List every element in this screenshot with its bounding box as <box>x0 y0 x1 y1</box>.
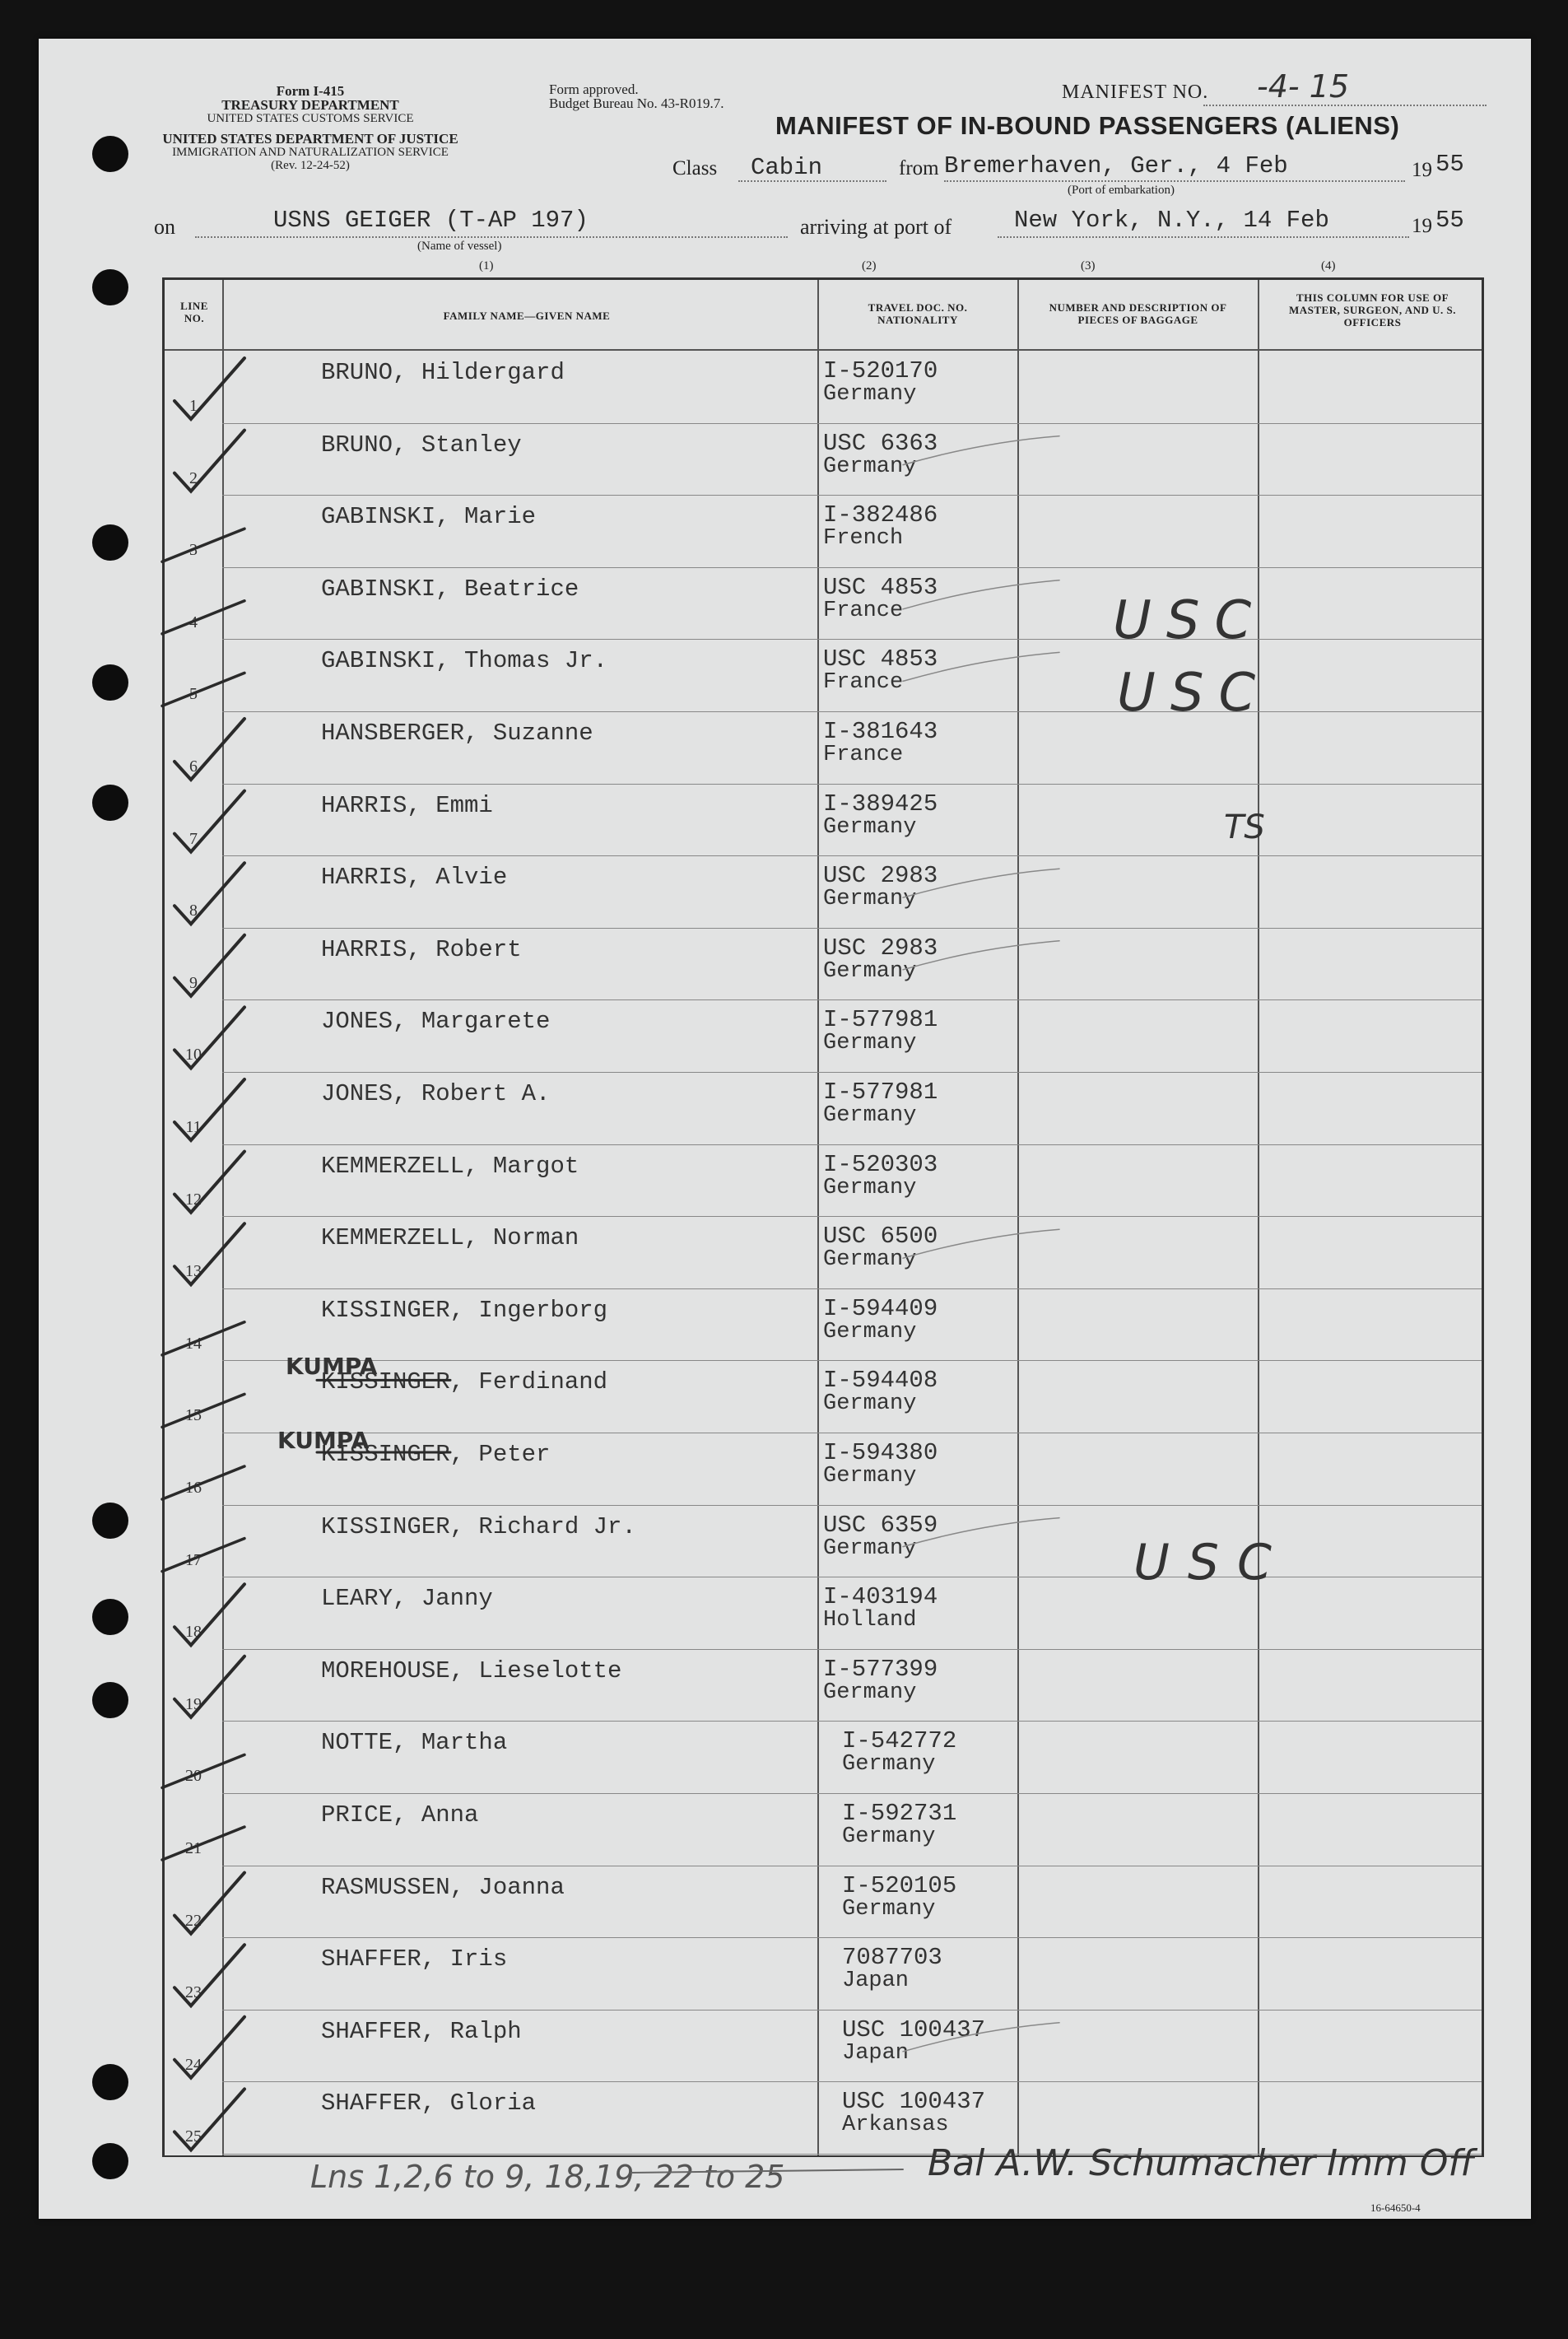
passenger-name: KISSINGER, Ferdinand <box>321 1368 608 1396</box>
header-line-no: LINE NO. <box>180 300 208 324</box>
nationality: Holland <box>823 1608 917 1633</box>
travel-doc-number: USC 4853 <box>823 645 938 673</box>
manifest-no-value: -4- 15 <box>1257 68 1350 105</box>
row-divider <box>222 423 1482 424</box>
travel-doc-number: I-403194 <box>823 1583 938 1611</box>
nationality: Germany <box>823 1319 917 1344</box>
form-approved: Form approved. <box>549 82 639 97</box>
travel-doc-number: I-389425 <box>823 790 938 818</box>
passenger-name: JONES, Robert A. <box>321 1080 551 1107</box>
punch-hole <box>92 1599 128 1635</box>
passenger-name: KISSINGER, Peter <box>321 1441 551 1468</box>
travel-doc-number: USC 6363 <box>823 429 938 457</box>
justice-dept: UNITED STATES DEPARTMENT OF JUSTICE <box>162 131 458 147</box>
ins-service: IMMIGRATION AND NATURALIZATION SERVICE <box>172 146 449 159</box>
column-number-4: (4) <box>1321 259 1336 273</box>
line-number: 4 <box>189 613 198 631</box>
header-baggage: NUMBER AND DESCRIPTION OF PIECES OF BAGGAGE <box>1049 301 1227 326</box>
passenger-name: HARRIS, Robert <box>321 935 522 963</box>
travel-doc-number: USC 100437 <box>842 2015 986 2043</box>
header-name: FAMILY NAME—GIVEN NAME <box>443 310 611 322</box>
nationality: Germany <box>842 1896 936 1922</box>
manifest-page <box>39 39 1531 2219</box>
line-number: 14 <box>185 1334 202 1353</box>
nationality: Germany <box>823 1391 917 1417</box>
passenger-name: HARRIS, Emmi <box>321 791 493 819</box>
travel-doc-number: I-577399 <box>823 1655 938 1683</box>
travel-doc-number: I-382486 <box>823 501 938 529</box>
row-divider <box>222 1288 1482 1289</box>
row-divider <box>222 1505 1482 1506</box>
passenger-table <box>162 277 1484 2157</box>
travel-doc-number: I-520303 <box>823 1150 938 1178</box>
line-number: 15 <box>185 1406 202 1425</box>
class-value: Cabin <box>751 154 823 181</box>
nationality: Germany <box>823 382 917 407</box>
budget-bureau: Budget Bureau No. 43-R019.7. <box>549 96 724 111</box>
arrival-line <box>998 236 1409 238</box>
nationality: Germany <box>823 1247 917 1273</box>
header-divider <box>165 349 1482 351</box>
nationality: Germany <box>823 814 917 840</box>
treasury-dept: TREASURY DEPARTMENT <box>221 97 399 113</box>
line-number: 20 <box>185 1767 202 1786</box>
kumpa-correction-16: KUMPA <box>277 1427 370 1454</box>
form-revision: (Rev. 12-24-52) <box>271 159 350 172</box>
row-divider <box>222 784 1482 785</box>
line-number: 8 <box>189 902 198 920</box>
punch-hole <box>92 1682 128 1718</box>
row-divider <box>222 567 1482 568</box>
row-divider <box>222 711 1482 712</box>
row-divider <box>222 999 1482 1000</box>
row-divider <box>222 1937 1482 1938</box>
form-number: Form I-415 <box>276 83 345 99</box>
nationality: Germany <box>823 1680 917 1705</box>
travel-doc-number: 7087703 <box>842 1944 942 1972</box>
passenger-name: KEMMERZELL, Margot <box>321 1152 579 1180</box>
travel-doc-number: USC 4853 <box>823 573 938 601</box>
line-number: 16 <box>185 1479 202 1497</box>
passenger-name: NOTTE, Martha <box>321 1729 508 1757</box>
line-number: 2 <box>189 468 198 487</box>
travel-doc-number: I-520105 <box>842 1871 957 1899</box>
travel-doc-number: I-594380 <box>823 1439 938 1466</box>
vessel-name: USNS GEIGER (T-AP 197) <box>273 207 589 234</box>
line-number: 7 <box>189 829 198 848</box>
nationality: Germany <box>823 1031 917 1056</box>
row-divider <box>222 1721 1482 1722</box>
col-divider <box>1017 280 1019 2155</box>
line-number: 10 <box>185 1046 202 1065</box>
punch-hole <box>92 785 128 821</box>
usc-mark-17: USC <box>1133 1534 1290 1591</box>
passenger-name: SHAFFER, Iris <box>321 1945 508 1973</box>
nationality: France <box>823 598 904 623</box>
travel-doc-number: I-520170 <box>823 357 938 384</box>
from-value: Bremerhaven, Ger., 4 Feb <box>944 152 1288 179</box>
line-number: 3 <box>189 541 198 560</box>
line-number: 11 <box>185 1118 202 1136</box>
column-number-1: (1) <box>479 259 494 273</box>
punch-hole <box>92 2064 128 2100</box>
row-divider <box>222 1072 1482 1073</box>
from-label: from <box>899 157 939 179</box>
row-divider <box>222 1649 1482 1650</box>
line-number: 1 <box>189 397 198 415</box>
row-divider <box>222 2010 1482 2011</box>
from-line <box>944 180 1405 182</box>
row-divider <box>222 1216 1482 1217</box>
travel-doc-number: USC 6359 <box>823 1511 938 1539</box>
vessel-note: (Name of vessel) <box>417 240 502 253</box>
arrival-year: 55 <box>1435 207 1464 234</box>
nationality: France <box>823 670 904 696</box>
usc-mark-4: USC <box>1113 590 1267 651</box>
nationality: French <box>823 526 904 552</box>
line-number: 21 <box>185 1839 202 1857</box>
travel-doc-number: I-594409 <box>823 1294 938 1322</box>
header-travel-doc: TRAVEL DOC. NO. NATIONALITY <box>868 301 968 326</box>
nationality: Germany <box>823 1103 917 1128</box>
passenger-name: HANSBERGER, Suzanne <box>321 720 593 747</box>
nationality: Japan <box>842 1969 910 1994</box>
row-divider <box>222 928 1482 929</box>
travel-doc-number: USC 6500 <box>823 1223 938 1251</box>
from-year: 55 <box>1435 151 1464 178</box>
nationality: Germany <box>823 1464 917 1489</box>
vessel-line <box>195 236 788 238</box>
passenger-name: KISSINGER, Ingerborg <box>321 1296 608 1324</box>
passenger-name: RASMUSSEN, Joanna <box>321 1873 565 1901</box>
from-year-prefix: 19 <box>1412 159 1432 181</box>
punch-hole <box>92 136 128 172</box>
form-code: 16-64650-4 <box>1370 2202 1421 2214</box>
row-divider <box>222 2081 1482 2082</box>
row-divider <box>222 1793 1482 1794</box>
passenger-name: GABINSKI, Thomas Jr. <box>321 647 608 675</box>
column-number-2: (2) <box>862 259 877 273</box>
line-number: 23 <box>185 1983 202 2002</box>
header-officers: THIS COLUMN FOR USE OF MASTER, SURGEON, AND U. S. OFFICERS <box>1289 291 1456 328</box>
passenger-name: JONES, Margarete <box>321 1008 551 1036</box>
passenger-name: BRUNO, Stanley <box>321 431 522 459</box>
line-number: 17 <box>185 1550 202 1569</box>
line-number: 19 <box>185 1694 202 1713</box>
officer-signature: Bal A.W. Schumacher Imm Off <box>928 2142 1475 2184</box>
col-divider <box>1258 280 1259 2155</box>
col-divider <box>817 280 819 2155</box>
column-number-3: (3) <box>1081 259 1096 273</box>
arrival-value: New York, N.Y., 14 Feb <box>1014 207 1329 234</box>
passenger-name: HARRIS, Alvie <box>321 864 508 892</box>
nationality: Germany <box>842 1752 936 1778</box>
travel-doc-number: I-381643 <box>823 718 938 745</box>
arrival-year-prefix: 19 <box>1412 215 1432 237</box>
line-number: 24 <box>185 2055 202 2074</box>
manifest-no-label: MANIFEST NO. <box>1062 82 1209 103</box>
row-divider <box>222 495 1482 496</box>
passenger-name: BRUNO, Hildergard <box>321 359 565 386</box>
nationality: Germany <box>823 887 917 912</box>
line-number: 22 <box>185 1911 202 1930</box>
passenger-name: PRICE, Anna <box>321 1801 479 1829</box>
punch-hole <box>92 524 128 561</box>
manifest-no-line <box>1203 105 1487 106</box>
passenger-name: KEMMERZELL, Norman <box>321 1224 579 1252</box>
page-title: MANIFEST OF IN-BOUND PASSENGERS (ALIENS) <box>775 111 1400 140</box>
ts-mark-7: TS <box>1224 808 1265 846</box>
on-label: on <box>154 215 175 239</box>
line-number: 9 <box>189 973 198 992</box>
punch-hole <box>92 664 128 701</box>
col-divider <box>222 280 224 2155</box>
line-number: 12 <box>185 1190 202 1209</box>
nationality: Arkansas <box>842 2113 949 2138</box>
nationality: Germany <box>823 1535 917 1561</box>
travel-doc-number: I-577981 <box>823 1079 938 1106</box>
travel-doc-number: USC 2983 <box>823 934 938 962</box>
travel-doc-number: I-542772 <box>842 1727 957 1755</box>
nationality: Germany <box>823 454 917 479</box>
nationality: Japan <box>842 2040 910 2066</box>
nationality: Germany <box>823 1175 917 1200</box>
row-divider <box>222 1144 1482 1145</box>
line-number: 13 <box>185 1262 202 1281</box>
line-number: 6 <box>189 757 198 776</box>
passenger-name: SHAFFER, Ralph <box>321 2017 522 2045</box>
passenger-name: MOREHOUSE, Lieselotte <box>321 1656 622 1684</box>
travel-doc-number: USC 100437 <box>842 2088 986 2116</box>
travel-doc-number: I-592731 <box>842 1800 957 1827</box>
line-number: 18 <box>185 1623 202 1642</box>
class-label: Class <box>672 157 718 179</box>
passenger-name: GABINSKI, Marie <box>321 503 537 531</box>
footer-line-note: Lns 1,2,6 to 9, 18,19, 22 to 25 <box>310 2159 785 2195</box>
row-divider <box>222 855 1482 856</box>
port-embarkation-note: (Port of embarkation) <box>1068 184 1175 197</box>
kumpa-correction-15: KUMPA <box>286 1353 378 1380</box>
travel-doc-number: I-577981 <box>823 1006 938 1034</box>
customs-service: UNITED STATES CUSTOMS SERVICE <box>207 112 414 125</box>
nationality: Germany <box>823 958 917 984</box>
row-divider <box>222 1360 1482 1361</box>
nationality: France <box>823 743 904 767</box>
passenger-name: SHAFFER, Gloria <box>321 2090 537 2118</box>
punch-hole <box>92 1503 128 1539</box>
travel-doc-number: I-594408 <box>823 1367 938 1395</box>
passenger-name: KISSINGER, Richard Jr. <box>321 1512 636 1540</box>
arriving-label: arriving at port of <box>800 215 952 239</box>
passenger-name: LEARY, Janny <box>321 1585 493 1613</box>
travel-doc-number: USC 2983 <box>823 862 938 890</box>
usc-mark-5: USC <box>1117 663 1271 724</box>
passenger-name: GABINSKI, Beatrice <box>321 575 579 603</box>
nationality: Germany <box>842 1824 936 1849</box>
punch-hole <box>92 269 128 305</box>
punch-hole <box>92 2143 128 2179</box>
line-number: 5 <box>189 685 198 704</box>
row-divider <box>222 639 1482 640</box>
line-number: 25 <box>185 2127 202 2146</box>
